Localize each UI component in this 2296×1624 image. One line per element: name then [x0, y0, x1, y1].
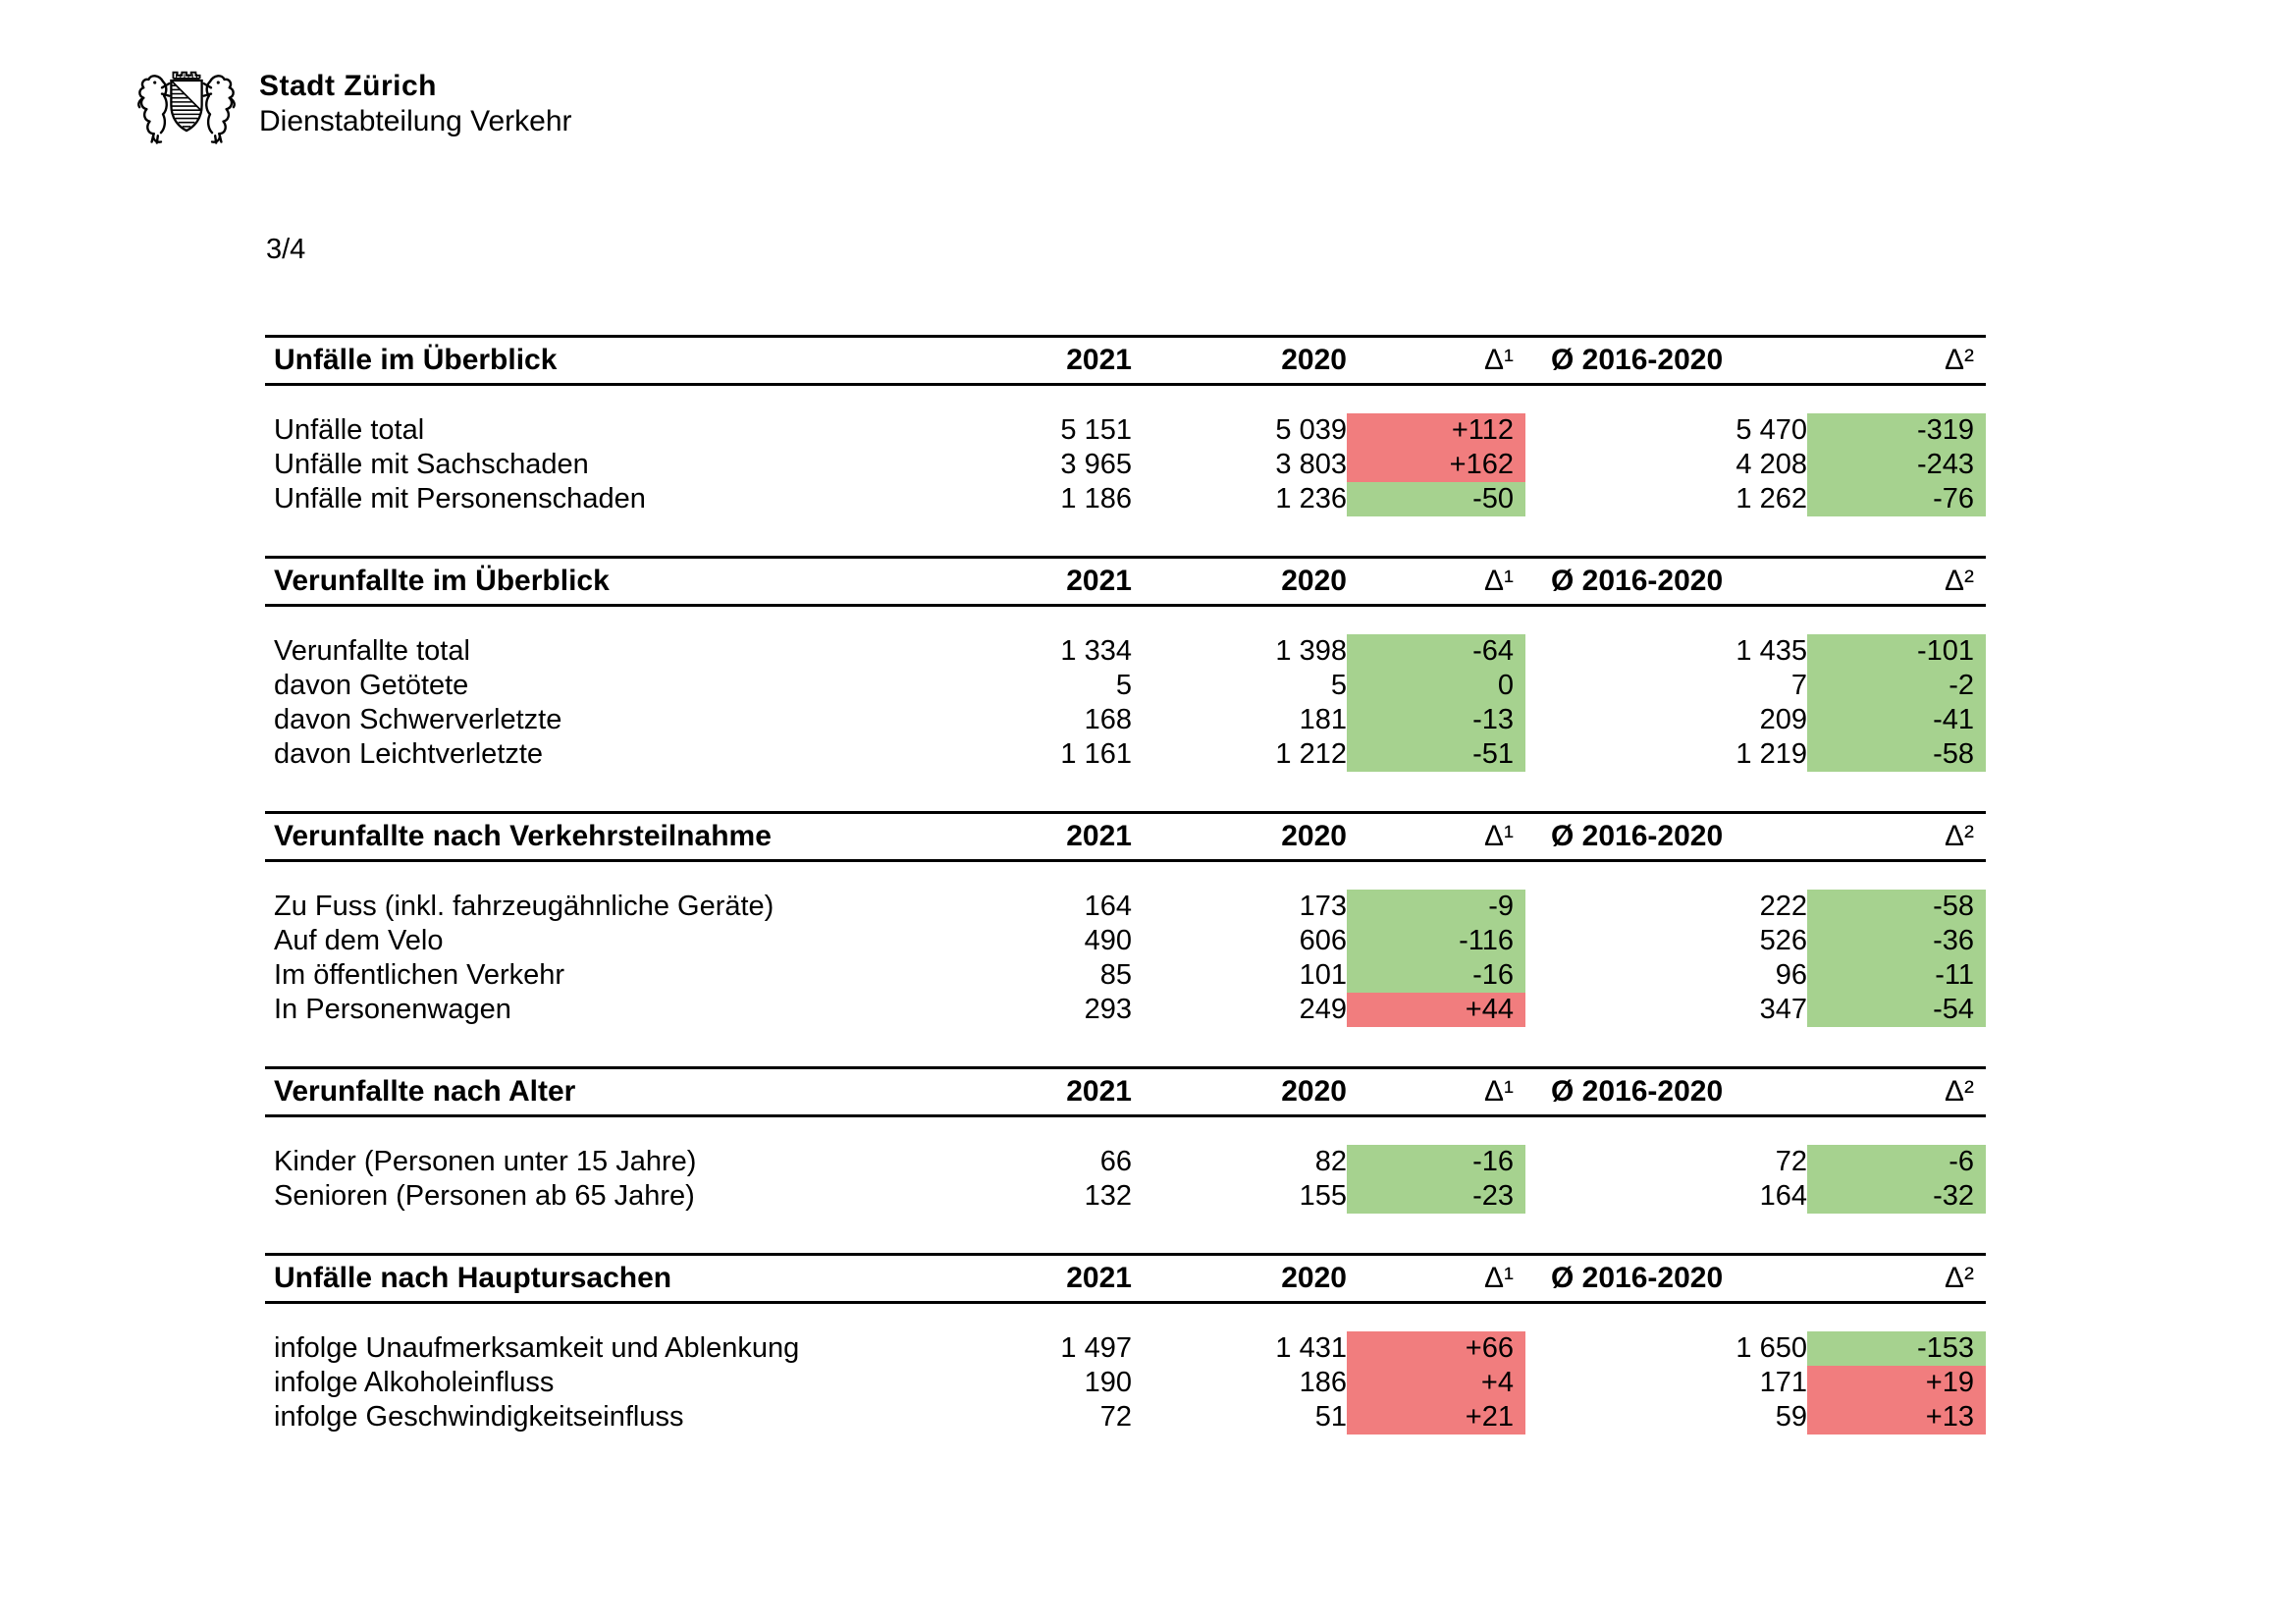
- section-verunfallte-nach-verkehrsteilnahme: [265, 811, 1986, 1027]
- avg-2016-2020: 222: [1759, 891, 1807, 922]
- value-2020: 101: [1299, 959, 1347, 991]
- org-department: Dienstabteilung Verkehr: [259, 105, 572, 137]
- delta-vs-2020: +112: [1347, 413, 1525, 448]
- delta-vs-2020: -116: [1347, 924, 1525, 958]
- table-row: [265, 448, 1986, 482]
- col-2021: 2021: [1066, 1262, 1132, 1294]
- col-delta2: Δ²: [1944, 1262, 1974, 1294]
- row-label: infolge Geschwindigkeitseinfluss: [274, 1401, 684, 1433]
- value-2020: 249: [1299, 994, 1347, 1025]
- value-2020: 1 431: [1275, 1332, 1347, 1364]
- col-avg-2016-2020: Ø 2016-2020: [1551, 1075, 1724, 1108]
- table-row: [265, 924, 1986, 958]
- section-body: [265, 607, 1986, 772]
- row-label: infolge Unaufmerksamkeit und Ablenkung: [274, 1332, 800, 1364]
- delta-vs-2020: -9: [1347, 890, 1525, 924]
- value-2021: 293: [1084, 994, 1132, 1025]
- header-brand: [137, 65, 572, 145]
- section-body: [265, 862, 1986, 1027]
- row-label: Im öffentlichen Verkehr: [274, 959, 565, 991]
- delta-vs-avg: -32: [1807, 1179, 1986, 1214]
- delta-vs-avg: -2: [1807, 669, 1986, 703]
- delta-vs-2020: +21: [1347, 1400, 1525, 1435]
- col-2021: 2021: [1066, 1075, 1132, 1108]
- avg-2016-2020: 164: [1759, 1180, 1807, 1212]
- value-2021: 72: [1099, 1401, 1132, 1433]
- col-delta2: Δ²: [1944, 820, 1974, 852]
- value-2020: 82: [1314, 1146, 1347, 1177]
- section-unfaelle-im-ueberblick: [265, 335, 1986, 516]
- col-avg-2016-2020: Ø 2016-2020: [1551, 820, 1724, 852]
- delta-vs-2020: +162: [1347, 448, 1525, 482]
- row-label: Verunfallte total: [274, 635, 470, 667]
- delta-vs-avg: -319: [1807, 413, 1986, 448]
- section-header-row: [265, 556, 1986, 607]
- value-2021: 168: [1084, 704, 1132, 735]
- avg-2016-2020: 209: [1759, 704, 1807, 735]
- section-body: [265, 1117, 1986, 1214]
- value-2020: 51: [1314, 1401, 1347, 1433]
- table-row: [265, 482, 1986, 516]
- table-row: [265, 958, 1986, 993]
- delta-vs-avg: -58: [1807, 737, 1986, 772]
- col-2020: 2020: [1281, 565, 1347, 597]
- col-delta2: Δ²: [1944, 344, 1974, 376]
- col-2020: 2020: [1281, 344, 1347, 376]
- delta-vs-2020: +4: [1347, 1366, 1525, 1400]
- section-header-row: [265, 1066, 1986, 1117]
- section-verunfallte-nach-alter: [265, 1066, 1986, 1214]
- table-row: [265, 634, 1986, 669]
- avg-2016-2020: 96: [1775, 959, 1807, 991]
- avg-2016-2020: 4 208: [1735, 449, 1807, 480]
- value-2021: 3 965: [1060, 449, 1132, 480]
- row-label: davon Schwerverletzte: [274, 704, 562, 735]
- col-2020: 2020: [1281, 820, 1347, 852]
- section-title: Verunfallte nach Verkehrsteilnahme: [274, 820, 772, 852]
- delta-vs-avg: -54: [1807, 993, 1986, 1027]
- col-avg-2016-2020: Ø 2016-2020: [1551, 565, 1724, 597]
- zurich-coat-of-arms-logo: [137, 65, 236, 145]
- delta-vs-avg: -76: [1807, 482, 1986, 516]
- row-label: davon Leichtverletzte: [274, 738, 544, 770]
- col-delta2: Δ²: [1944, 565, 1974, 597]
- value-2021: 5 151: [1060, 414, 1132, 446]
- value-2020: 3 803: [1275, 449, 1347, 480]
- value-2021: 85: [1099, 959, 1132, 991]
- table-row: [265, 1145, 1986, 1179]
- value-2021: 164: [1084, 891, 1132, 922]
- value-2020: 1 236: [1275, 483, 1347, 514]
- col-delta2: Δ²: [1944, 1075, 1974, 1108]
- value-2020: 173: [1299, 891, 1347, 922]
- col-delta1: Δ¹: [1483, 820, 1514, 852]
- value-2020: 606: [1299, 925, 1347, 956]
- avg-2016-2020: 347: [1759, 994, 1807, 1025]
- delta-vs-2020: -16: [1347, 958, 1525, 993]
- avg-2016-2020: 5 470: [1735, 414, 1807, 446]
- col-2021: 2021: [1066, 565, 1132, 597]
- delta-vs-2020: -50: [1347, 482, 1525, 516]
- value-2021: 490: [1084, 925, 1132, 956]
- value-2021: 1 186: [1060, 483, 1132, 514]
- avg-2016-2020: 1 435: [1735, 635, 1807, 667]
- section-unfaelle-nach-hauptursachen: [265, 1253, 1986, 1435]
- table-row: [265, 669, 1986, 703]
- table-row: [265, 1179, 1986, 1214]
- value-2020: 181: [1299, 704, 1347, 735]
- avg-2016-2020: 7: [1790, 670, 1807, 701]
- delta-vs-avg: -11: [1807, 958, 1986, 993]
- delta-vs-2020: -64: [1347, 634, 1525, 669]
- row-label: Zu Fuss (inkl. fahrzeugähnliche Geräte): [274, 891, 774, 922]
- table-row: [265, 413, 1986, 448]
- col-avg-2016-2020: Ø 2016-2020: [1551, 344, 1724, 376]
- delta-vs-avg: -243: [1807, 448, 1986, 482]
- value-2020: 5 039: [1275, 414, 1347, 446]
- accident-statistics-tables: [265, 335, 1986, 1474]
- value-2020: 1 212: [1275, 738, 1347, 770]
- value-2021: 1 497: [1060, 1332, 1132, 1364]
- value-2020: 1 398: [1275, 635, 1347, 667]
- col-2020: 2020: [1281, 1262, 1347, 1294]
- avg-2016-2020: 171: [1759, 1367, 1807, 1398]
- row-label: davon Getötete: [274, 670, 469, 701]
- section-title: Verunfallte nach Alter: [274, 1075, 576, 1108]
- delta-vs-avg: -41: [1807, 703, 1986, 737]
- delta-vs-avg: +13: [1807, 1400, 1986, 1435]
- value-2021: 132: [1084, 1180, 1132, 1212]
- col-avg-2016-2020: Ø 2016-2020: [1551, 1262, 1724, 1294]
- page-number: 3/4: [266, 234, 306, 265]
- value-2021: 1 334: [1060, 635, 1132, 667]
- value-2020: 155: [1299, 1180, 1347, 1212]
- section-body: [265, 1304, 1986, 1435]
- col-delta1: Δ¹: [1483, 1262, 1514, 1294]
- col-2021: 2021: [1066, 344, 1132, 376]
- row-label: In Personenwagen: [274, 994, 511, 1025]
- value-2021: 66: [1099, 1146, 1132, 1177]
- delta-vs-2020: -51: [1347, 737, 1525, 772]
- table-row: [265, 703, 1986, 737]
- avg-2016-2020: 59: [1775, 1401, 1807, 1433]
- table-row: [265, 1331, 1986, 1366]
- table-row: [265, 993, 1986, 1027]
- avg-2016-2020: 1 219: [1735, 738, 1807, 770]
- table-row: [265, 1366, 1986, 1400]
- section-title: Unfälle nach Hauptursachen: [274, 1262, 672, 1294]
- avg-2016-2020: 1 650: [1735, 1332, 1807, 1364]
- row-label: Unfälle mit Sachschaden: [274, 449, 589, 480]
- delta-vs-avg: -58: [1807, 890, 1986, 924]
- table-row: [265, 737, 1986, 772]
- delta-vs-2020: +66: [1347, 1331, 1525, 1366]
- delta-vs-2020: -23: [1347, 1179, 1525, 1214]
- avg-2016-2020: 526: [1759, 925, 1807, 956]
- header-text: [259, 65, 572, 139]
- section-verunfallte-im-ueberblick: [265, 556, 1986, 772]
- section-header-row: [265, 811, 1986, 862]
- value-2020: 5: [1330, 670, 1347, 701]
- delta-vs-avg: -36: [1807, 924, 1986, 958]
- section-header-row: [265, 1253, 1986, 1304]
- row-label: Unfälle mit Personenschaden: [274, 483, 646, 514]
- delta-vs-2020: -13: [1347, 703, 1525, 737]
- value-2020: 186: [1299, 1367, 1347, 1398]
- section-body: [265, 386, 1986, 516]
- row-label: Auf dem Velo: [274, 925, 444, 956]
- col-delta1: Δ¹: [1483, 344, 1514, 376]
- delta-vs-avg: -153: [1807, 1331, 1986, 1366]
- row-label: Unfälle total: [274, 414, 425, 446]
- row-label: Senioren (Personen ab 65 Jahre): [274, 1180, 695, 1212]
- section-title: Unfälle im Überblick: [274, 344, 558, 376]
- table-row: [265, 890, 1986, 924]
- avg-2016-2020: 72: [1775, 1146, 1807, 1177]
- value-2021: 5: [1115, 670, 1132, 701]
- section-title: Verunfallte im Überblick: [274, 565, 610, 597]
- org-name: Stadt Zürich: [259, 70, 438, 102]
- row-label: infolge Alkoholeinfluss: [274, 1367, 555, 1398]
- col-delta1: Δ¹: [1483, 565, 1514, 597]
- col-2020: 2020: [1281, 1075, 1347, 1108]
- delta-vs-2020: -16: [1347, 1145, 1525, 1179]
- delta-vs-avg: -101: [1807, 634, 1986, 669]
- delta-vs-2020: 0: [1347, 669, 1525, 703]
- col-2021: 2021: [1066, 820, 1132, 852]
- delta-vs-avg: -6: [1807, 1145, 1986, 1179]
- delta-vs-2020: +44: [1347, 993, 1525, 1027]
- section-header-row: [265, 335, 1986, 386]
- value-2021: 1 161: [1060, 738, 1132, 770]
- col-delta1: Δ¹: [1483, 1075, 1514, 1108]
- table-row: [265, 1400, 1986, 1435]
- row-label: Kinder (Personen unter 15 Jahre): [274, 1146, 697, 1177]
- delta-vs-avg: +19: [1807, 1366, 1986, 1400]
- avg-2016-2020: 1 262: [1735, 483, 1807, 514]
- value-2021: 190: [1084, 1367, 1132, 1398]
